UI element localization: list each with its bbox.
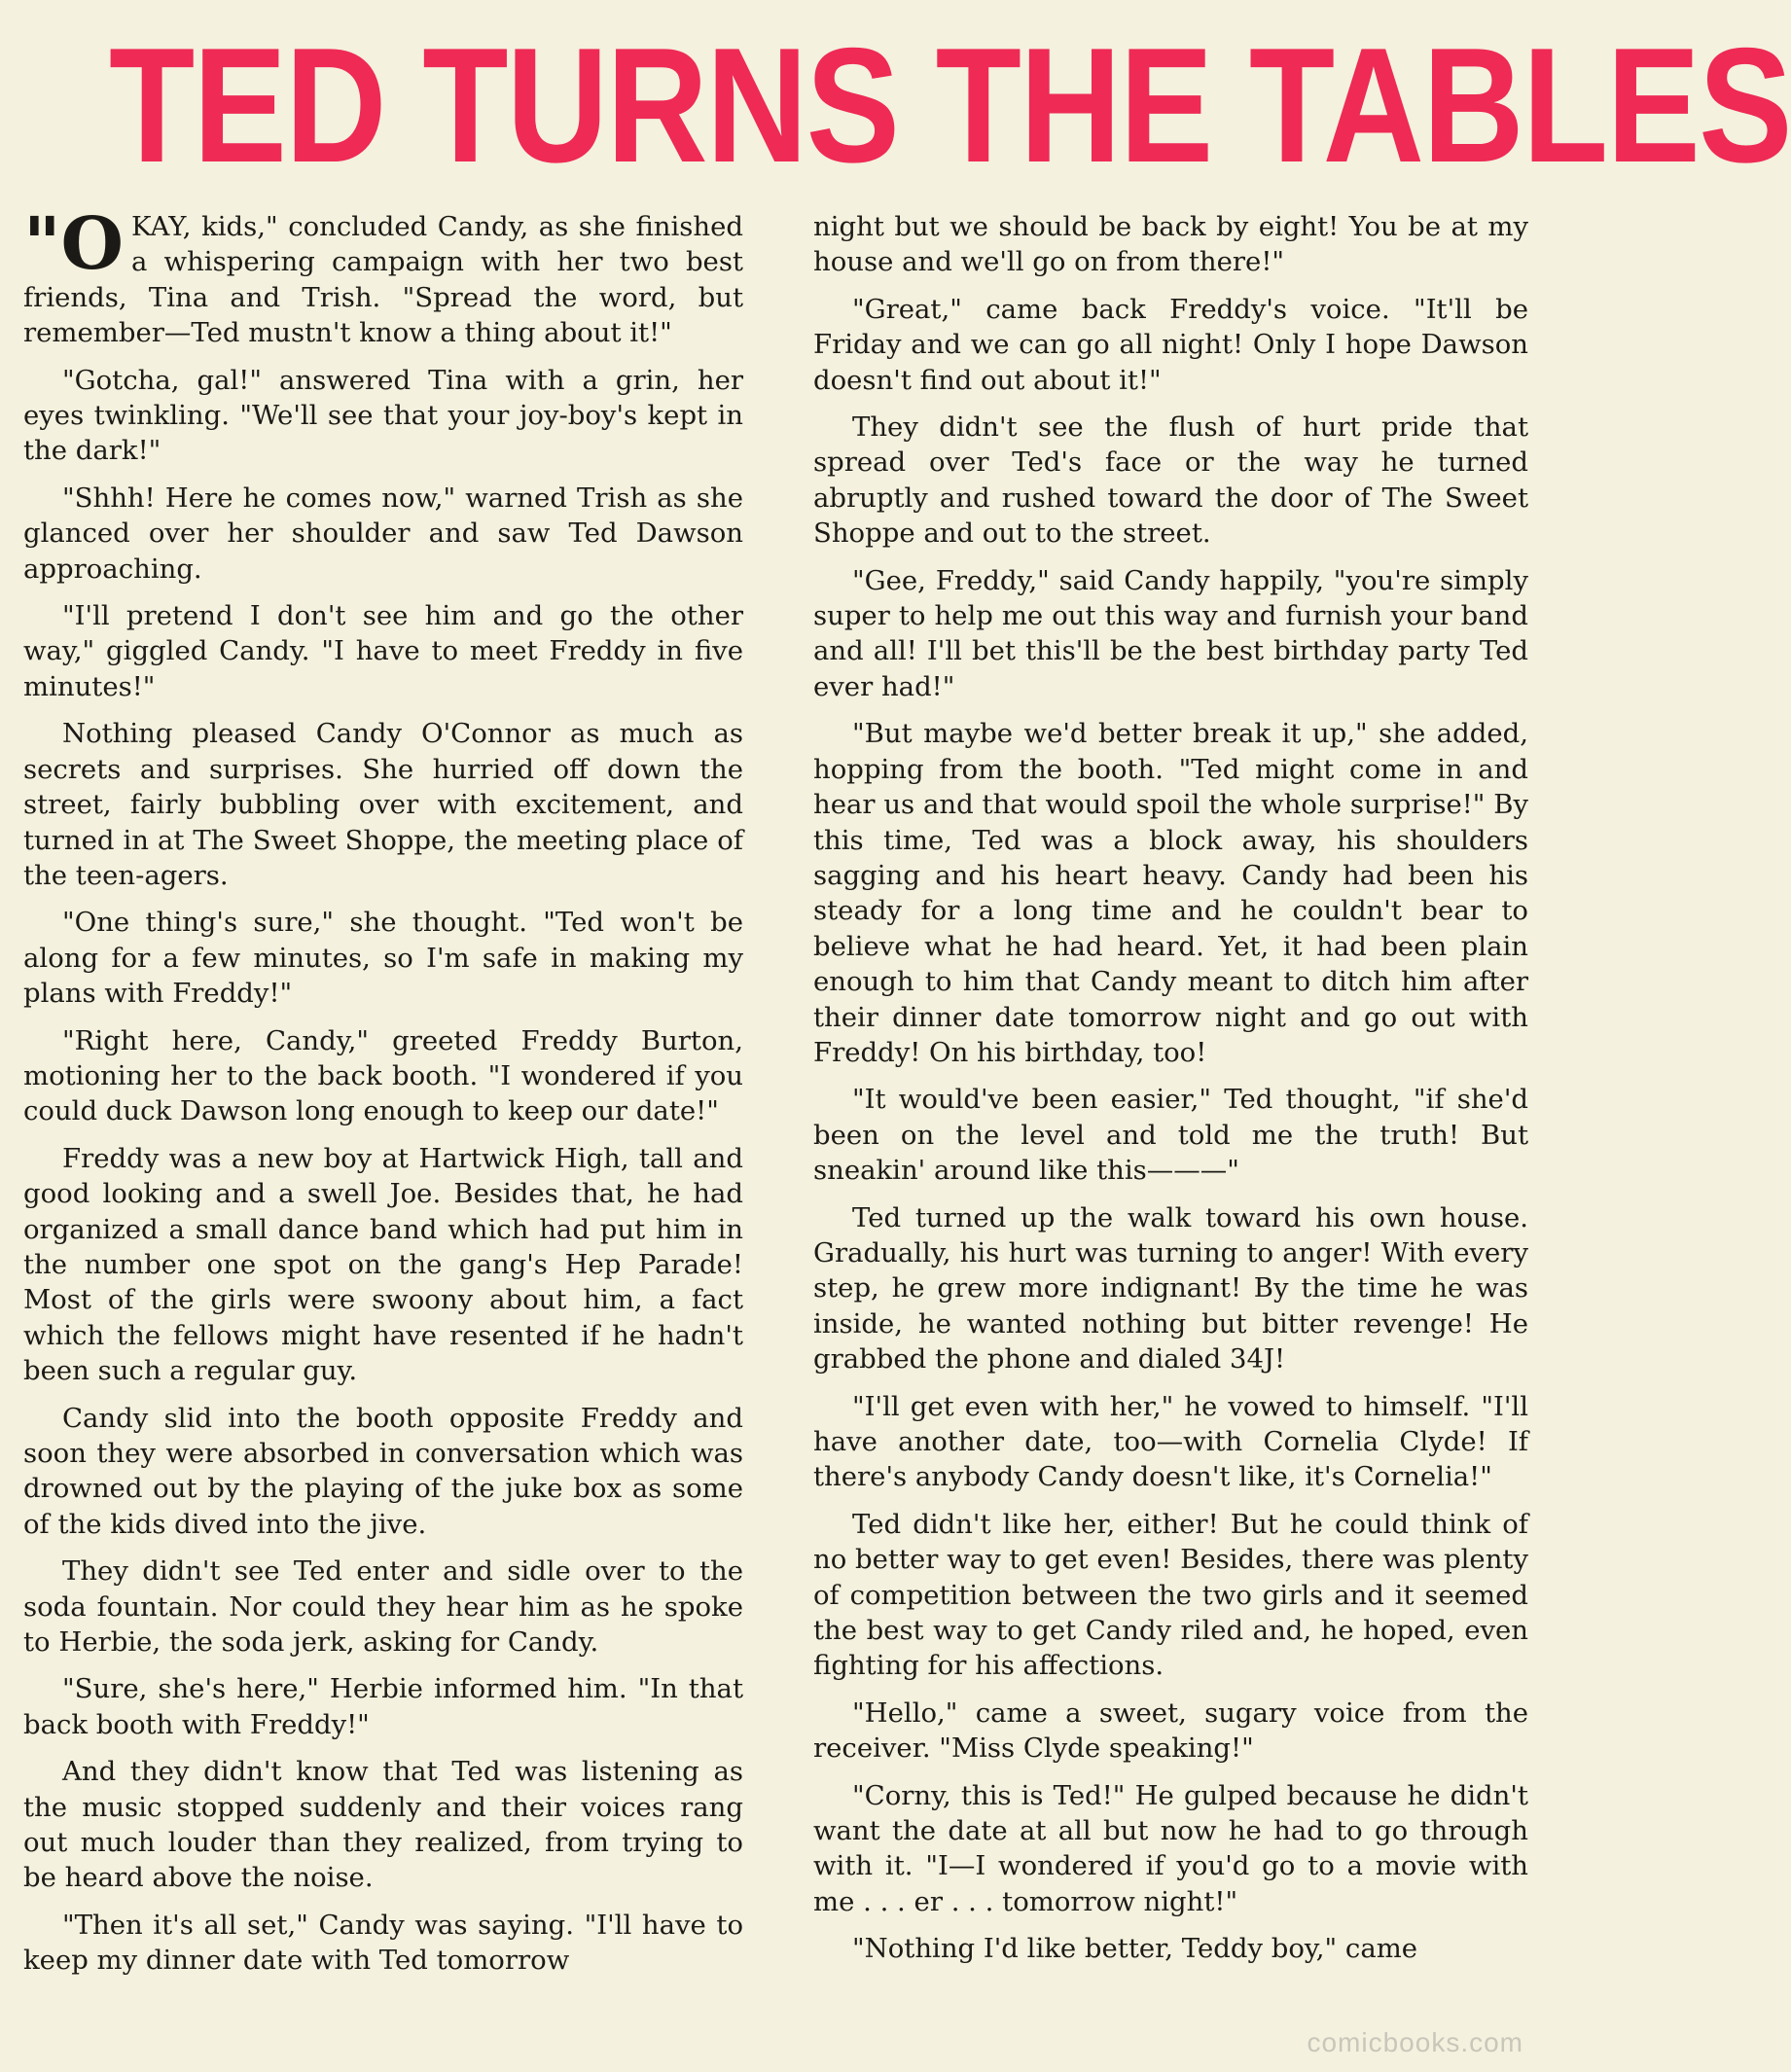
paragraph: Freddy was a new boy at Hartwick High, tall and good looking and a swell Joe. Besides that, he had organized a small dance band which had put him in the number one spot on the gang's Hep Parade! Most of the girls were swoony about him, a fact which the fellows might have resented if he hadn't been such a regular guy. xyxy=(23,1142,743,1387)
paragraph: "Shhh! Here he comes now," warned Trish as she glanced over her shoulder and saw Ted Dawson approaching. xyxy=(23,482,743,585)
paragraph: They didn't see the flush of hurt pride that spread over Ted's face or the way he turned abruptly and rushed toward the door of The Sweet Shoppe and out to the street. xyxy=(813,411,1528,550)
paragraph: "But maybe we'd better break it up," she added, hopping from the booth. "Ted might come in and hear us and that would spoil the whole surprise!" By this time, Ted was a block away, his shoulders sagging and his heart heavy. Candy had been his steady for a long time and he couldn't bear to believe what he had heard. Yet, it had been plain enough to him that Candy meant to ditch him after their dinner date tomorrow night and go out with Freddy! On his birthday, too! xyxy=(813,718,1528,1068)
paragraph: "Right here, Candy," greeted Freddy Burton, motioning her to the back booth. "I wondered if you could duck Dawson long enough to keep our date!" xyxy=(23,1024,743,1127)
paragraph: night but we should be back by eight! You be at my house and we'll go on from there!" xyxy=(813,211,1528,278)
paragraph: "Gotcha, gal!" answered Tina with a grin, her eyes twinkling. "We'll see that your joy-boy's kept in the dark!" xyxy=(23,364,743,467)
paragraph: "Gee, Freddy," said Candy happily, "you're simply super to help me out this way and furnish your band and all! I'll bet this'll be the best birthday party Ted ever had!" xyxy=(813,564,1528,702)
paragraph: "Corny, this is Ted!" He gulped because he didn't want the date at all but now he had to go through with it. "I—I wondered if you'd go to a movie with me . . . er . . . tomorrow night!" xyxy=(813,1779,1528,1917)
drop-cap: "O xyxy=(23,202,125,286)
paragraph: "It would've been easier," Ted thought, "if she'd been on the level and told me the truth! But sneakin' around like this———" xyxy=(813,1084,1528,1187)
paragraph: "Then it's all set," Candy was saying. "I'll have to keep my dinner date with Ted tomorrow xyxy=(23,1909,743,1977)
watermark: comicbooks.com xyxy=(1307,2027,1523,2057)
paragraph: "Great," came back Freddy's voice. "It'll be Friday and we can go all night! Only I hope Dawson doesn't find out about it!" xyxy=(813,293,1528,396)
paragraph: "One thing's sure," she thought. "Ted won't be along for a few minutes, so I'm safe in making my plans with Freddy!" xyxy=(23,907,743,1010)
paragraph: Ted didn't like her, either! But he could think of no better way to get even! Besides, there was plenty of competition between the two girls and it seemed the best way to get Candy riled and, he hoped, even fighting for his affections. xyxy=(813,1508,1528,1682)
paragraph: Ted turned up the walk toward his own house. Gradually, his hurt was turning to anger! With every step, he grew more indignant! By the time he was inside, he wanted nothing but bitter revenge! He grabbed the phone and dialed 34J! xyxy=(813,1201,1528,1375)
paragraph-text: KAY, kids," concluded Candy, as she finished a whispering campaign with her two best friends, Tina and Trish. "Spread the word, but remember—Ted mustn't know a thing about it!" xyxy=(23,211,743,349)
paragraph: "Sure, she's here," Herbie informed him. "In that back booth with Freddy!" xyxy=(23,1673,743,1740)
paragraph xyxy=(23,202,743,351)
paragraph: "I'll pretend I don't see him and go the other way," giggled Candy. "I have to meet Freddy in five minutes!" xyxy=(23,600,743,702)
paragraph: Candy slid into the booth opposite Freddy and soon they were absorbed in conversation which was drowned out by the playing of the juke box as some of the kids dived into the jive. xyxy=(23,1402,743,1540)
paragraph: And they didn't know that Ted was listening as the music stopped suddenly and their voices rang out much louder than they realized, from trying to be heard above the noise. xyxy=(23,1756,743,1894)
paragraph: "Nothing I'd like better, Teddy boy," came xyxy=(852,1933,1418,1965)
paragraph: "I'll get even with her," he vowed to himself. "I'll have another date, too—with Cornelia Clyde! If there's anybody Candy doesn't like, it's Cornelia!" xyxy=(813,1390,1528,1493)
right-column xyxy=(813,209,1528,2057)
left-column xyxy=(23,202,743,2057)
paragraph: "Hello," came a sweet, sugary voice from the receiver. "Miss Clyde speaking!" xyxy=(813,1697,1528,1765)
paragraph: Nothing pleased Candy O'Connor as much as secrets and surprises. She hurried off down the street, fairly bubbling over with excitement, and turned in at The Sweet Shoppe, the meeting place of the teen-agers. xyxy=(23,718,743,891)
paragraph: They didn't see Ted enter and sidle over to the soda fountain. Nor could they hear him as he spoke to Herbie, the soda jerk, asking for Candy. xyxy=(23,1555,743,1659)
story-title: TED TURNS THE TABLES xyxy=(109,14,1791,196)
